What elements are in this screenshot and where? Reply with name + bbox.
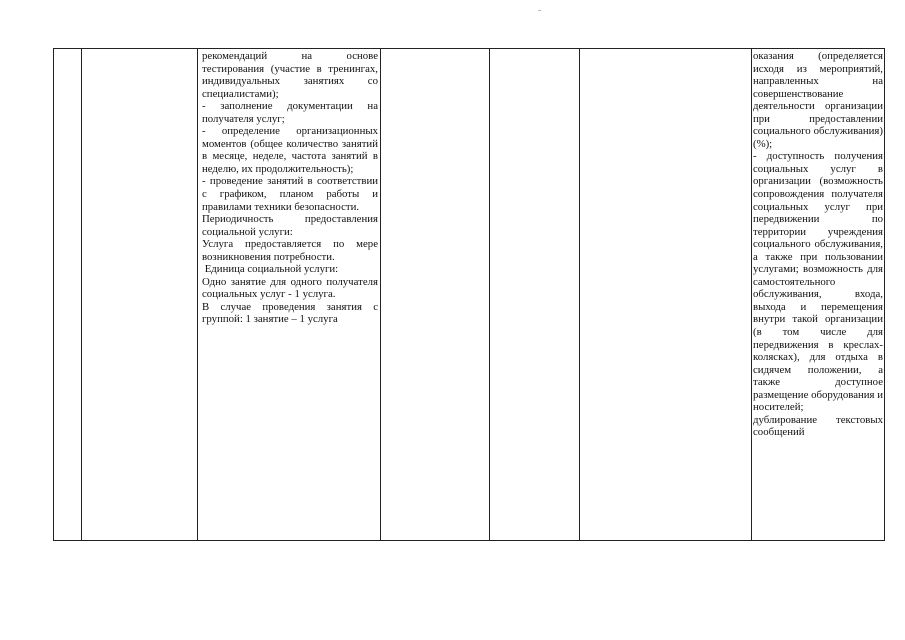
service-description-cell: [202, 50, 378, 326]
column-divider: [81, 49, 82, 540]
description-paragraph: - определение организационных моментов (общее количество занятий в месяце, неделе, частота занятий в неделю, их продолжительность);: [202, 125, 378, 175]
periodicity-heading: Периодичность предоставления социальной услуги:: [202, 213, 378, 238]
column-divider: [197, 49, 198, 540]
column-divider: [489, 49, 490, 540]
quality-indicators-cell: [753, 50, 883, 439]
services-table: [53, 48, 885, 541]
column-divider: [380, 49, 381, 540]
column-divider: [751, 49, 752, 540]
scan-speck: [538, 10, 541, 11]
indicator-paragraph: оказания (определяется исходя из мероприятий, направленных на совершенствование деятельности организации при предоставлении социального обслуживания) (%);: [753, 50, 883, 150]
column-divider: [579, 49, 580, 540]
description-paragraph: - заполнение документации на получателя услуг;: [202, 100, 378, 125]
indicator-paragraph: дублирование текстовых сообщений: [753, 413, 883, 439]
unit-text: Одно занятие для одного получателя социальных услуг - 1 услуга.: [202, 275, 378, 301]
periodicity-text: Услуга предоставляется по мере возникновения потребности.: [202, 238, 378, 263]
description-paragraph: - проведение занятий в соответствии с графиком, планом работы и правилами техники безопасности.: [202, 175, 378, 213]
unit-heading: Единица социальной услуги:: [202, 263, 339, 276]
indicator-paragraph: - доступность получения социальных услуг в организации (возможность сопровождения получателя социальных услуг при передвижении по территории учреждения социального обслуживания, а также при пользовании услугами; возможность для самостоятельного обслуживания, входа, выхода и перемещения внутри такой организации (в том числе для передвижения в креслах-колясках), для отдыха в сидячем положении, а также доступное размещение оборудования и носителей;: [753, 150, 883, 414]
group-unit-text: В случае проведения занятия с группой: 1 занятие – 1 услуга: [202, 300, 378, 326]
description-paragraph: рекомендаций на основе тестирования (участие в тренингах, индивидуальных занятиях со специалистами);: [202, 50, 378, 100]
